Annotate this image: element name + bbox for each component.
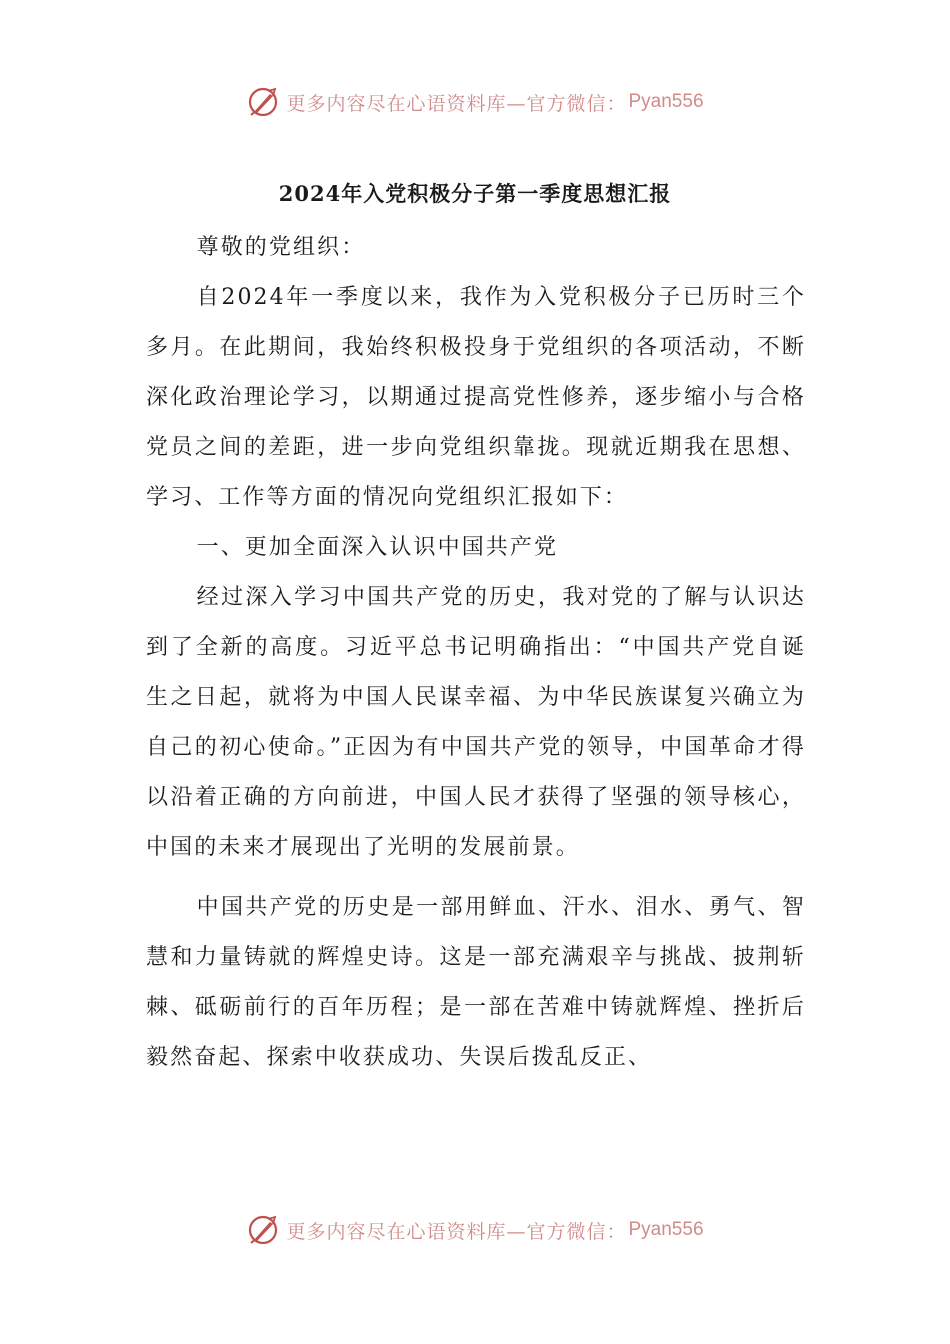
watermark-wechat-id: Pyan556 xyxy=(628,91,704,112)
watermark-footer xyxy=(0,1210,950,1250)
watermark-text: 更多内容尽在心语资料库—官方微信： xyxy=(286,1220,627,1243)
quill-pen-circle-icon xyxy=(246,85,280,119)
watermark-wechat-id: Pyan556 xyxy=(628,1219,704,1240)
watermark-text: 更多内容尽在心语资料库—官方微信： xyxy=(286,92,627,115)
paragraph-epic: 中国共产党的历史是一部用鲜血、汗水、泪水、勇气、智慧和力量铸就的辉煌史诗。这是一部充满艰辛与挑战、披荆斩棘、砥砺前行的百年历程；是一部在苦难中铸就辉煌、挫折后毅然奋起、探索中收获成功、失误后拨乱反正、 xyxy=(146,895,806,1070)
paragraph-history: 经过深入学习中国共产党的历史，我对党的了解与认识达到了全新的高度。习近平总书记明确指出：“中国共产党自诞生之日起，就将为中国人民谋幸福、为中华民族谋复兴确立为自己的初心使命。”正因为有中国共产党的领导，中国革命才得以沿着正确的方向前进，中国人民才获得了坚强的领导核心，中国的未来才展现出了光明的发展前景。 xyxy=(146,585,806,860)
watermark-header xyxy=(0,82,950,122)
paragraph-intro: 自2024年一季度以来，我作为入党积极分子已历时三个多月。在此期间，我始终积极投身于党组织的各项活动，不断深化政治理论学习，以期通过提高党性修养，逐步缩小与合格党员之间的差距，进一步向党组织靠拢。现就近期我在思想、学习、工作等方面的情况向党组织汇报如下： xyxy=(146,285,806,510)
section-heading: 一、更加全面深入认识中国共产党 xyxy=(196,535,559,560)
quill-pen-circle-icon xyxy=(246,1213,280,1247)
document-title: 2024年入党积极分子第一季度思想汇报 xyxy=(278,181,672,206)
document-body xyxy=(146,223,806,1083)
paragraph-gap xyxy=(146,873,806,883)
salutation: 尊敬的党组织： xyxy=(196,235,366,260)
